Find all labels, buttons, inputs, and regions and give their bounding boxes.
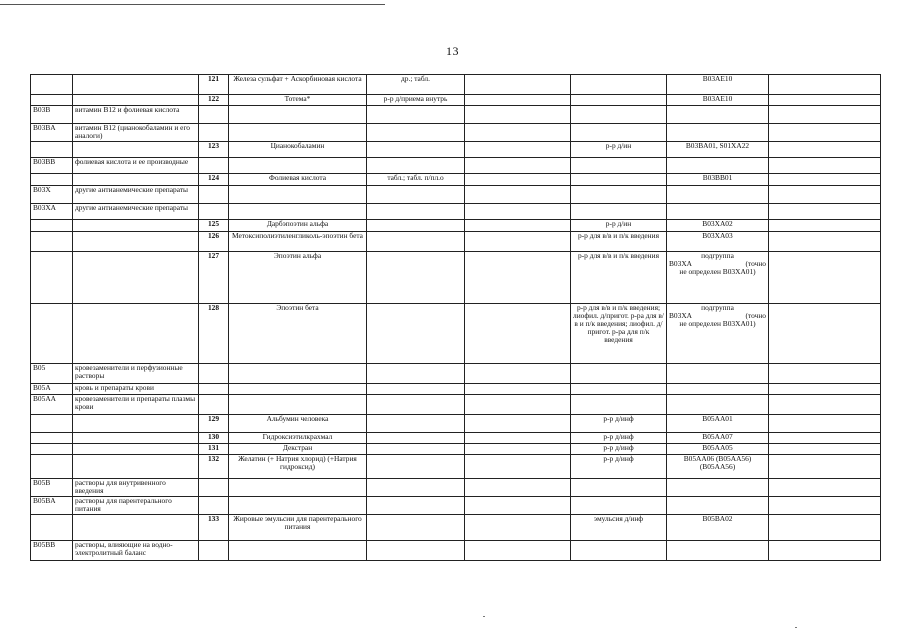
- group-name-cell: [73, 232, 199, 252]
- atc-code-cell: B03X: [31, 186, 73, 204]
- dosage-form-cell: [367, 384, 465, 395]
- atx-code-cell: [667, 252, 769, 304]
- table-row: [31, 444, 881, 455]
- empty-cell: [769, 124, 881, 142]
- dosage-form-cell: [367, 142, 465, 158]
- table-row: [31, 95, 881, 106]
- atx-code-cell: B05AA07: [667, 433, 769, 444]
- dosage-form-alt-cell: [571, 497, 667, 515]
- empty-cell: [769, 106, 881, 124]
- dosage-form-alt-cell: р-р д/ин: [571, 142, 667, 158]
- dosage-form-cell: [367, 124, 465, 142]
- dosage-form-alt-cell: р-р для в/в и п/к введения: [571, 232, 667, 252]
- dosage-form-cell: [367, 158, 465, 174]
- dosage-form-alt-cell: [571, 384, 667, 395]
- group-name-cell: [73, 142, 199, 158]
- empty-cell: [769, 232, 881, 252]
- empty-cell: [465, 364, 571, 384]
- dosage-form-alt-cell: [571, 75, 667, 95]
- item-number-cell: [199, 541, 229, 561]
- empty-cell: [465, 106, 571, 124]
- empty-cell: [769, 395, 881, 415]
- group-name-cell: [73, 95, 199, 106]
- empty-cell: [465, 186, 571, 204]
- dosage-form-alt-cell: р-р д/инф: [571, 455, 667, 479]
- group-name-cell: [73, 220, 199, 232]
- drug-name-cell: [229, 204, 367, 220]
- group-name-cell: кровезаменители и перфузионные растворы: [73, 364, 199, 384]
- dosage-form-cell: др.; табл.: [367, 75, 465, 95]
- empty-cell: [465, 433, 571, 444]
- item-number-cell: [199, 204, 229, 220]
- atc-code-cell: B05B: [31, 479, 73, 497]
- empty-cell: [769, 174, 881, 186]
- atx-subgroup-detail: не определен B03XA01): [679, 318, 756, 328]
- empty-cell: [465, 395, 571, 415]
- drug-name-cell: [229, 124, 367, 142]
- dosage-form-cell: р-р д/приема внутрь: [367, 95, 465, 106]
- drug-name-cell: Жировые эмульсии для парентерального питания: [229, 515, 367, 541]
- atx-subgroup-label: подгруппа: [701, 251, 734, 260]
- dosage-form-alt-cell: р-р для в/в и п/к введения; лиофил. д/пригот. р-ра для в/в и п/к введения; лиофил. д/пригот. р-ра для п/к введения: [571, 304, 667, 364]
- dosage-form-alt-cell: [571, 479, 667, 497]
- dosage-form-cell: табл.; табл. п/пл.о: [367, 174, 465, 186]
- atc-code-cell: B05BB: [31, 541, 73, 561]
- dosage-form-cell: [367, 515, 465, 541]
- item-number-cell: 122: [199, 95, 229, 106]
- empty-cell: [769, 497, 881, 515]
- empty-cell: [465, 158, 571, 174]
- table-row: [31, 158, 881, 174]
- group-name-cell: другие антианемические препараты: [73, 186, 199, 204]
- item-number-cell: 123: [199, 142, 229, 158]
- table-row: [31, 304, 881, 364]
- atx-code-cell: B05AA01: [667, 415, 769, 433]
- atc-code-cell: B05AA: [31, 395, 73, 415]
- drug-name-cell: [229, 158, 367, 174]
- atx-subgroup-detail: не определен B03XA01): [679, 266, 756, 276]
- item-number-cell: 129: [199, 415, 229, 433]
- empty-cell: [465, 444, 571, 455]
- drug-name-cell: Эпоэтин альфа: [229, 252, 367, 304]
- drug-name-cell: [229, 479, 367, 497]
- dosage-form-cell: [367, 204, 465, 220]
- atc-code-cell: [31, 95, 73, 106]
- atc-code-cell: B03XA: [31, 204, 73, 220]
- atx-subgroup-label: подгруппа: [701, 303, 734, 312]
- drug-name-cell: Гидроксиэтилкрахмал: [229, 433, 367, 444]
- item-number-cell: 124: [199, 174, 229, 186]
- atx-subgroup-code: B03XA: [669, 258, 692, 268]
- group-name-cell: [73, 433, 199, 444]
- dosage-form-cell: [367, 364, 465, 384]
- empty-cell: [769, 364, 881, 384]
- empty-cell: [465, 541, 571, 561]
- atx-code-cell: [667, 395, 769, 415]
- dosage-form-cell: [367, 186, 465, 204]
- item-number-cell: 130: [199, 433, 229, 444]
- dosage-form-alt-cell: [571, 541, 667, 561]
- group-name-cell: витамин B12 и фолиевая кислота: [73, 106, 199, 124]
- empty-cell: [465, 252, 571, 304]
- group-name-cell: [73, 75, 199, 95]
- atc-code-cell: [31, 75, 73, 95]
- item-number-cell: [199, 384, 229, 395]
- item-number-cell: 127: [199, 252, 229, 304]
- drug-name-cell: [229, 106, 367, 124]
- table-row: [31, 479, 881, 497]
- empty-cell: [769, 433, 881, 444]
- item-number-cell: 132: [199, 455, 229, 479]
- empty-cell: [769, 158, 881, 174]
- dosage-form-cell: [367, 106, 465, 124]
- table-row: [31, 75, 881, 95]
- atc-code-cell: [31, 174, 73, 186]
- empty-cell: [769, 186, 881, 204]
- empty-cell: [769, 95, 881, 106]
- atc-code-cell: B05: [31, 364, 73, 384]
- atx-code-cell: [667, 204, 769, 220]
- atx-code-cell: B03XA02: [667, 220, 769, 232]
- atx-code-cell: [667, 541, 769, 561]
- item-number-cell: [199, 497, 229, 515]
- item-number-cell: 121: [199, 75, 229, 95]
- dosage-form-cell: [367, 395, 465, 415]
- empty-cell: [769, 142, 881, 158]
- table-body: [31, 75, 881, 561]
- drug-name-cell: Метоксиполиэтиленгликоль-эпоэтин бета: [229, 232, 367, 252]
- group-name-cell: растворы для внутривенного введения: [73, 479, 199, 497]
- atx-code-cell: B03AE10: [667, 75, 769, 95]
- item-number-cell: [199, 186, 229, 204]
- dosage-form-alt-cell: [571, 106, 667, 124]
- atc-code-cell: B03BA: [31, 124, 73, 142]
- empty-cell: [769, 220, 881, 232]
- dosage-form-cell: [367, 304, 465, 364]
- atx-code-cell: [667, 158, 769, 174]
- group-name-cell: [73, 174, 199, 186]
- item-number-cell: [199, 158, 229, 174]
- empty-cell: [465, 75, 571, 95]
- empty-cell: [769, 75, 881, 95]
- empty-cell: [769, 415, 881, 433]
- empty-cell: [769, 204, 881, 220]
- atx-code-cell: [667, 364, 769, 384]
- empty-cell: [465, 304, 571, 364]
- group-name-cell: фолиевая кислота и ее производные: [73, 158, 199, 174]
- empty-cell: [465, 204, 571, 220]
- atx-code-cell: [667, 479, 769, 497]
- atc-code-cell: [31, 455, 73, 479]
- dosage-form-cell: [367, 497, 465, 515]
- table-row: [31, 232, 881, 252]
- group-name-cell: [73, 455, 199, 479]
- empty-cell: [769, 515, 881, 541]
- drug-name-cell: [229, 384, 367, 395]
- atx-code-cell: [667, 186, 769, 204]
- group-name-cell: [73, 444, 199, 455]
- atx-code-cell: [667, 304, 769, 364]
- atx-code-cell: [667, 384, 769, 395]
- dosage-form-alt-cell: [571, 124, 667, 142]
- atc-code-cell: B03B: [31, 106, 73, 124]
- dosage-form-cell: [367, 455, 465, 479]
- item-number-cell: 126: [199, 232, 229, 252]
- group-name-cell: [73, 304, 199, 364]
- dosage-form-alt-cell: [571, 158, 667, 174]
- table-row: [31, 364, 881, 384]
- empty-cell: [465, 515, 571, 541]
- empty-cell: [769, 304, 881, 364]
- table-row: [31, 455, 881, 479]
- dosage-form-cell: [367, 415, 465, 433]
- group-name-cell: растворы для парентерального питания: [73, 497, 199, 515]
- dosage-form-cell: [367, 479, 465, 497]
- atc-code-cell: [31, 515, 73, 541]
- table-row: [31, 433, 881, 444]
- empty-cell: [465, 384, 571, 395]
- drug-register-table: [30, 74, 881, 561]
- empty-cell: [769, 384, 881, 395]
- table-row: [31, 124, 881, 142]
- empty-cell: [465, 415, 571, 433]
- scan-speck: [483, 616, 485, 617]
- group-name-cell: растворы, влияющие на водно-электролитный баланс: [73, 541, 199, 561]
- atc-code-cell: [31, 444, 73, 455]
- item-number-cell: [199, 106, 229, 124]
- dosage-form-alt-cell: р-р д/инф: [571, 433, 667, 444]
- atc-code-cell: [31, 304, 73, 364]
- group-name-cell: кровь и препараты крови: [73, 384, 199, 395]
- atc-code-cell: [31, 415, 73, 433]
- atx-code-cell: B03AE10: [667, 95, 769, 106]
- table-row: [31, 174, 881, 186]
- atc-code-cell: [31, 142, 73, 158]
- table-row: [31, 220, 881, 232]
- table-row: [31, 395, 881, 415]
- empty-cell: [465, 95, 571, 106]
- dosage-form-alt-cell: [571, 186, 667, 204]
- atx-code-cell: [667, 106, 769, 124]
- drug-name-cell: Тотема*: [229, 95, 367, 106]
- dosage-form-alt-cell: [571, 204, 667, 220]
- item-number-cell: 125: [199, 220, 229, 232]
- atx-code-cell: B03BB01: [667, 174, 769, 186]
- drug-name-cell: Эпоэтин бета: [229, 304, 367, 364]
- atx-code-cell: B03XA03: [667, 232, 769, 252]
- atx-code-cell: B05BA02: [667, 515, 769, 541]
- table-row: [31, 142, 881, 158]
- empty-cell: [465, 232, 571, 252]
- drug-name-cell: Цианокобаламин: [229, 142, 367, 158]
- item-number-cell: 131: [199, 444, 229, 455]
- group-name-cell: [73, 515, 199, 541]
- empty-cell: [769, 444, 881, 455]
- dosage-form-alt-cell: р-р д/инф: [571, 415, 667, 433]
- group-name-cell: кровезаменители и препараты плазмы крови: [73, 395, 199, 415]
- dosage-form-cell: [367, 220, 465, 232]
- table-row: [31, 515, 881, 541]
- atx-subgroup-code: B03XA: [669, 310, 692, 320]
- atc-code-cell: B05BA: [31, 497, 73, 515]
- item-number-cell: [199, 364, 229, 384]
- atx-code-cell: B05AA06 (B05AA56) (B05AA56): [667, 455, 769, 479]
- atc-code-cell: [31, 220, 73, 232]
- dosage-form-alt-cell: р-р для в/в и п/к введения: [571, 252, 667, 304]
- dosage-form-cell: [367, 232, 465, 252]
- top-rule: [0, 4, 385, 5]
- dosage-form-cell: [367, 444, 465, 455]
- dosage-form-cell: [367, 541, 465, 561]
- dosage-form-alt-cell: р-р д/ин: [571, 220, 667, 232]
- dosage-form-alt-cell: [571, 395, 667, 415]
- drug-name-cell: [229, 395, 367, 415]
- drug-name-cell: Железа сульфат + Аскорбиновая кислота: [229, 75, 367, 95]
- dosage-form-cell: [367, 433, 465, 444]
- dosage-form-alt-cell: [571, 364, 667, 384]
- table-row: [31, 252, 881, 304]
- empty-cell: [769, 455, 881, 479]
- atc-code-cell: [31, 433, 73, 444]
- dosage-form-cell: [367, 252, 465, 304]
- drug-name-cell: Желатин (+ Натрия хлорид) (+Натрия гидроксид): [229, 455, 367, 479]
- table-row: [31, 541, 881, 561]
- group-name-cell: другие антианемические препараты: [73, 204, 199, 220]
- scan-speck: [795, 627, 797, 628]
- table-row: [31, 497, 881, 515]
- group-name-cell: витамин B12 (цианокобаламин и его аналоги): [73, 124, 199, 142]
- drug-name-cell: [229, 364, 367, 384]
- item-number-cell: [199, 124, 229, 142]
- empty-cell: [465, 142, 571, 158]
- atc-code-cell: B05A: [31, 384, 73, 395]
- dosage-form-alt-cell: р-р д/инф: [571, 444, 667, 455]
- empty-cell: [769, 252, 881, 304]
- table-row: [31, 384, 881, 395]
- empty-cell: [465, 479, 571, 497]
- table-row: [31, 415, 881, 433]
- empty-cell: [465, 220, 571, 232]
- group-name-cell: [73, 252, 199, 304]
- table-row: [31, 186, 881, 204]
- drug-name-cell: Дарбэпоэтин альфа: [229, 220, 367, 232]
- drug-name-cell: Фолиевая кислота: [229, 174, 367, 186]
- drug-name-cell: Декстран: [229, 444, 367, 455]
- drug-name-cell: [229, 186, 367, 204]
- empty-cell: [769, 479, 881, 497]
- table-row: [31, 106, 881, 124]
- empty-cell: [465, 174, 571, 186]
- drug-name-cell: [229, 497, 367, 515]
- empty-cell: [465, 497, 571, 515]
- group-name-cell: [73, 415, 199, 433]
- item-number-cell: [199, 479, 229, 497]
- item-number-cell: 133: [199, 515, 229, 541]
- drug-name-cell: Альбумин человека: [229, 415, 367, 433]
- item-number-cell: [199, 395, 229, 415]
- table-row: [31, 204, 881, 220]
- dosage-form-alt-cell: эмульсия д/инф: [571, 515, 667, 541]
- empty-cell: [769, 541, 881, 561]
- empty-cell: [465, 124, 571, 142]
- drug-name-cell: [229, 541, 367, 561]
- atx-subgroup-note: (точно: [745, 258, 766, 268]
- atx-subgroup-note: (точно: [745, 310, 766, 320]
- atc-code-cell: [31, 252, 73, 304]
- dosage-form-alt-cell: [571, 174, 667, 186]
- dosage-form-alt-cell: [571, 95, 667, 106]
- atc-code-cell: [31, 232, 73, 252]
- atc-code-cell: B03BB: [31, 158, 73, 174]
- atx-code-cell: [667, 124, 769, 142]
- atx-code-cell: [667, 497, 769, 515]
- empty-cell: [465, 455, 571, 479]
- atx-code-cell: B05AA05: [667, 444, 769, 455]
- page-number: 13: [446, 44, 459, 58]
- atx-code-cell: B03BA01, S01XA22: [667, 142, 769, 158]
- item-number-cell: 128: [199, 304, 229, 364]
